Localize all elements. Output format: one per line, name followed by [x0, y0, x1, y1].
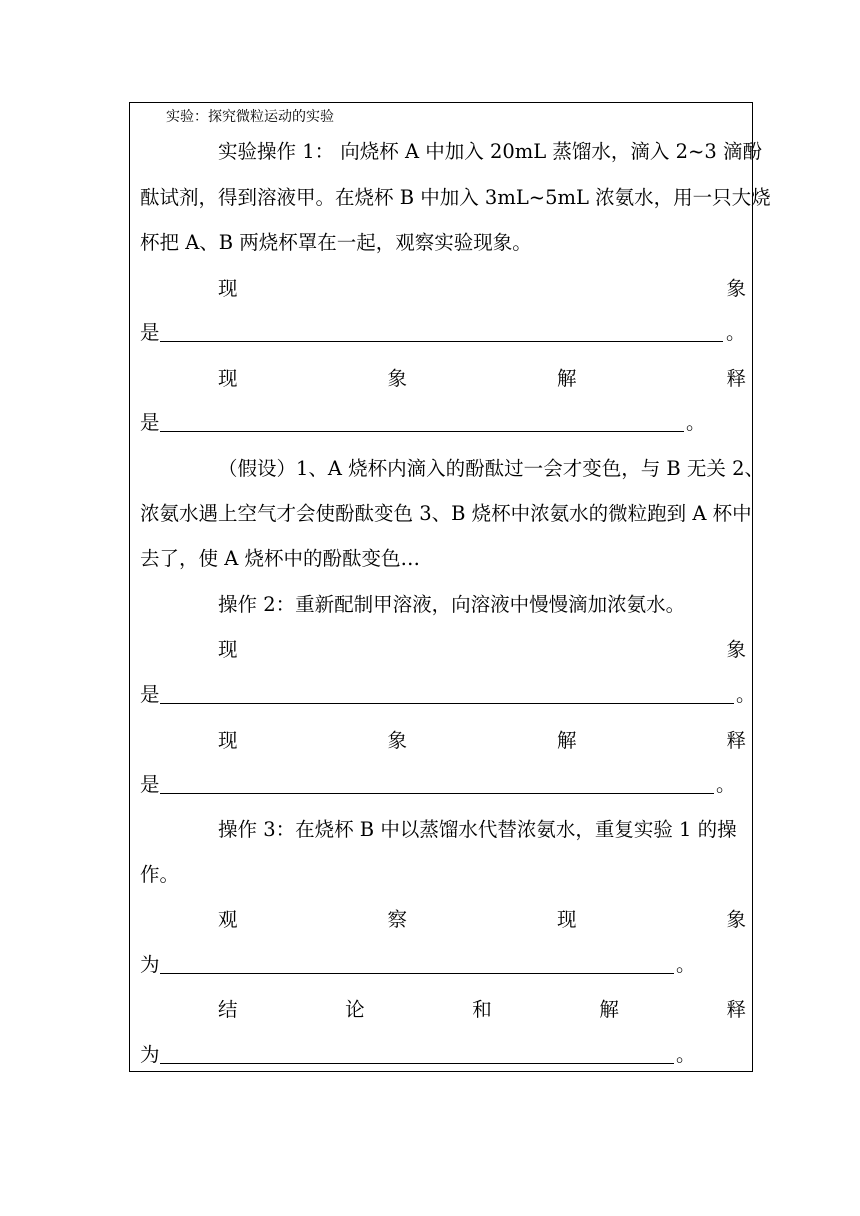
op3-observe-lead: 为 [140, 953, 160, 976]
end-mark: 。 [716, 773, 736, 796]
op2-phenomenon-label: 现 象 [218, 638, 746, 661]
hypothesis-line-2: 浓氨水遇上空气才会使酚酞变色 3、B 烧杯中浓氨水的微粒跑到 A 杯中 [140, 502, 752, 525]
op1-phenomenon-label: 现 象 [218, 277, 746, 300]
op2-explain-label: 现 象 解 释 [218, 729, 746, 752]
end-mark: 。 [676, 1043, 696, 1066]
end-mark: 。 [736, 683, 756, 706]
end-mark: 。 [676, 953, 696, 976]
op2-explain-blank[interactable] [160, 793, 714, 794]
op1-phenomenon-lead: 是 [140, 321, 160, 344]
op3-conclusion-lead: 为 [140, 1043, 160, 1066]
op1-explain-blank[interactable] [160, 431, 684, 432]
end-mark: 。 [726, 321, 746, 344]
op3-observe-blank[interactable] [160, 973, 674, 974]
end-mark: 。 [686, 411, 706, 434]
hypothesis-line-1: （假设）1、A 烧杯内滴入的酚酞过一会才变色，与 B 无关 2、 [218, 457, 765, 480]
op2-phenomenon-blank[interactable] [160, 703, 734, 704]
op1-line-2: 酞试剂，得到溶液甲。在烧杯 B 中加入 3mL~5mL 浓氨水，用一只大烧 [140, 186, 771, 209]
op1-line-1: 实验操作 1： 向烧杯 A 中加入 20mL 蒸馏水，滴入 2~3 滴酚 [218, 140, 762, 163]
op2-phenomenon-lead: 是 [140, 683, 160, 706]
op2-text: 操作 2：重新配制甲溶液，向溶液中慢慢滴加浓氨水。 [218, 593, 686, 616]
op2-explain-lead: 是 [140, 773, 160, 796]
op3-conclusion-blank[interactable] [160, 1063, 674, 1064]
op1-phenomenon-blank[interactable] [160, 341, 723, 342]
op1-line-3: 杯把 A、B 两烧杯罩在一起，观察实验现象。 [140, 231, 532, 254]
op1-explain-lead: 是 [140, 411, 160, 434]
op3-line-2: 作。 [140, 863, 180, 886]
op3-conclusion-label: 结 论 和 解 释 [218, 998, 746, 1021]
worksheet-title: 实验：探究微粒运动的实验 [166, 109, 334, 125]
op3-line-1: 操作 3：在烧杯 B 中以蒸馏水代替浓氨水，重复实验 1 的操 [218, 818, 737, 841]
op1-explain-label: 现 象 解 释 [218, 367, 746, 390]
op3-observe-label: 观 察 现 象 [218, 908, 746, 931]
hypothesis-line-3: 去了，使 A 烧杯中的酚酞变色… [140, 547, 420, 570]
